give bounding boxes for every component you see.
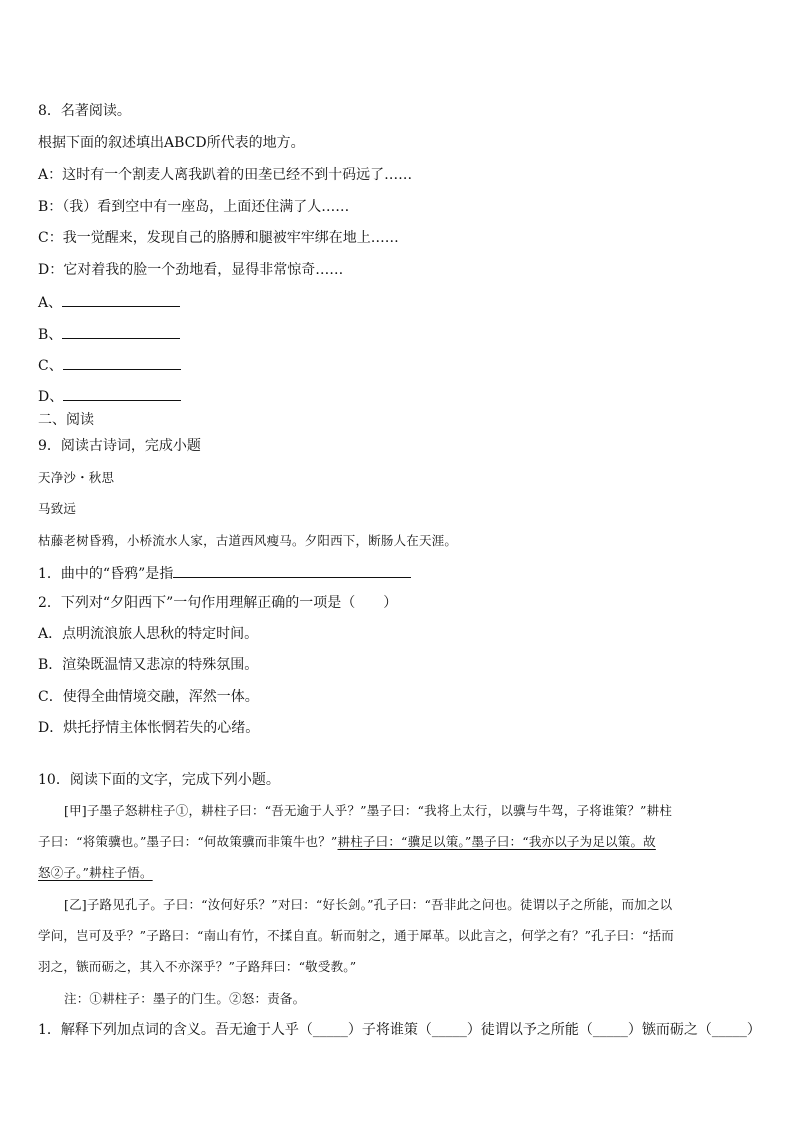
passage-jia-line2: [38, 833, 656, 851]
poem-text: 枯藤老树昏鸦，小桥流水人家，古道西风瘦马。夕阳西下，断肠人在天涯。: [38, 533, 458, 548]
passage-jia-line1: [甲]子墨子怒耕柱子①，耕柱子曰：“吾无逾于人乎？”墨子曰：“我将上太行，以骥与牛驾，子将谁策？”耕柱: [64, 803, 673, 818]
passage-jia-plain: 子曰：“将策骥也。”墨子曰：“何故策骥而非策牛也？”: [38, 834, 338, 849]
q8-item-d: D：它对着我的脸一个劲地看，显得非常惊奇……: [38, 262, 344, 278]
answer-line[interactable]: [173, 563, 411, 578]
q8-blank-d: [38, 386, 181, 406]
q8-blank-c: [38, 355, 181, 375]
passage-yi-line3: 羽之，镞而砺之，其入不亦深乎？”子路拜曰：“敬受教。”: [38, 959, 357, 974]
blank-label: A、: [38, 295, 63, 311]
q9-option-a: A．点明流浪旅人思秋的特定时间。: [38, 626, 259, 642]
answer-line[interactable]: [62, 292, 180, 307]
blank-label: D、: [38, 389, 64, 405]
blank-label: B、: [38, 327, 63, 343]
q9-option-d: D．烘托抒情主体怅惘若失的心绪。: [38, 720, 260, 736]
q8-blank-a: [38, 292, 180, 312]
q8-blank-b: [38, 324, 180, 344]
passage-yi-line1: [乙]子路见孔子。子曰：“汝何好乐？”对曰：“好长剑。”孔子曰：“吾非此之问也。徒谓以子之所能，而加之以: [64, 897, 673, 912]
q8-item-c: C：我一觉醒来，发现自己的胳膊和腿被牢牢绑在地上……: [38, 230, 399, 246]
q9-option-b: B．渲染既温情又悲凉的特殊氛围。: [38, 657, 259, 673]
q9-sub1-text: 1．曲中的“昏鸦”是指: [38, 566, 174, 582]
poem-author: 马致远: [38, 501, 77, 516]
q8-instruction: 根据下面的叙述填出ABCD所代表的地方。: [38, 135, 305, 151]
poem-title: 天净沙・秋思: [38, 470, 115, 485]
passage-yi-line2: 学问，岂可及乎？”子路曰：“南山有竹，不揉自直。斩而射之，通于犀革。以此言之，何学之有？”孔子曰：“括而: [38, 928, 674, 943]
answer-line[interactable]: [63, 355, 181, 370]
q10-title: 10．阅读下面的文字，完成下列小题。: [38, 772, 280, 788]
q9-sub2: 2．下列对“夕阳西下”一句作用理解正确的一项是（ ）: [38, 595, 398, 611]
blank-label: C、: [38, 358, 63, 374]
answer-line[interactable]: [63, 386, 181, 401]
q9-option-c: C．使得全曲情境交融，浑然一体。: [38, 689, 259, 705]
section-title: 二、阅读: [38, 412, 94, 428]
passage-jia-line3: [38, 864, 153, 882]
passage-note: 注：①耕柱子：墨子的门生。②怒：责备。: [64, 991, 306, 1006]
passage-jia-underlined: 耕柱子曰：“骥足以策。”墨子曰：“我亦以子为足以策。故: [337, 834, 656, 849]
answer-line[interactable]: [62, 324, 180, 339]
q8-title: 8．名著阅读。: [38, 103, 131, 119]
q9-title: 9．阅读古诗词，完成小题: [38, 438, 201, 454]
q9-sub1: [38, 563, 411, 583]
q10-sub1: 1．解释下列加点词的含义。吾无逾于人乎（_____）子将谁策（_____）徒谓以予之所能（_____）镞而砺之（_____）: [38, 1022, 761, 1038]
q8-item-a: A：这时有一个割麦人离我趴着的田垄已经不到十码远了……: [38, 167, 413, 183]
passage-jia-underlined-end: 怒②子。”耕柱子悟。: [38, 865, 153, 880]
q8-item-b: B：（我）看到空中有一座岛，上面还住满了人……: [38, 199, 350, 215]
